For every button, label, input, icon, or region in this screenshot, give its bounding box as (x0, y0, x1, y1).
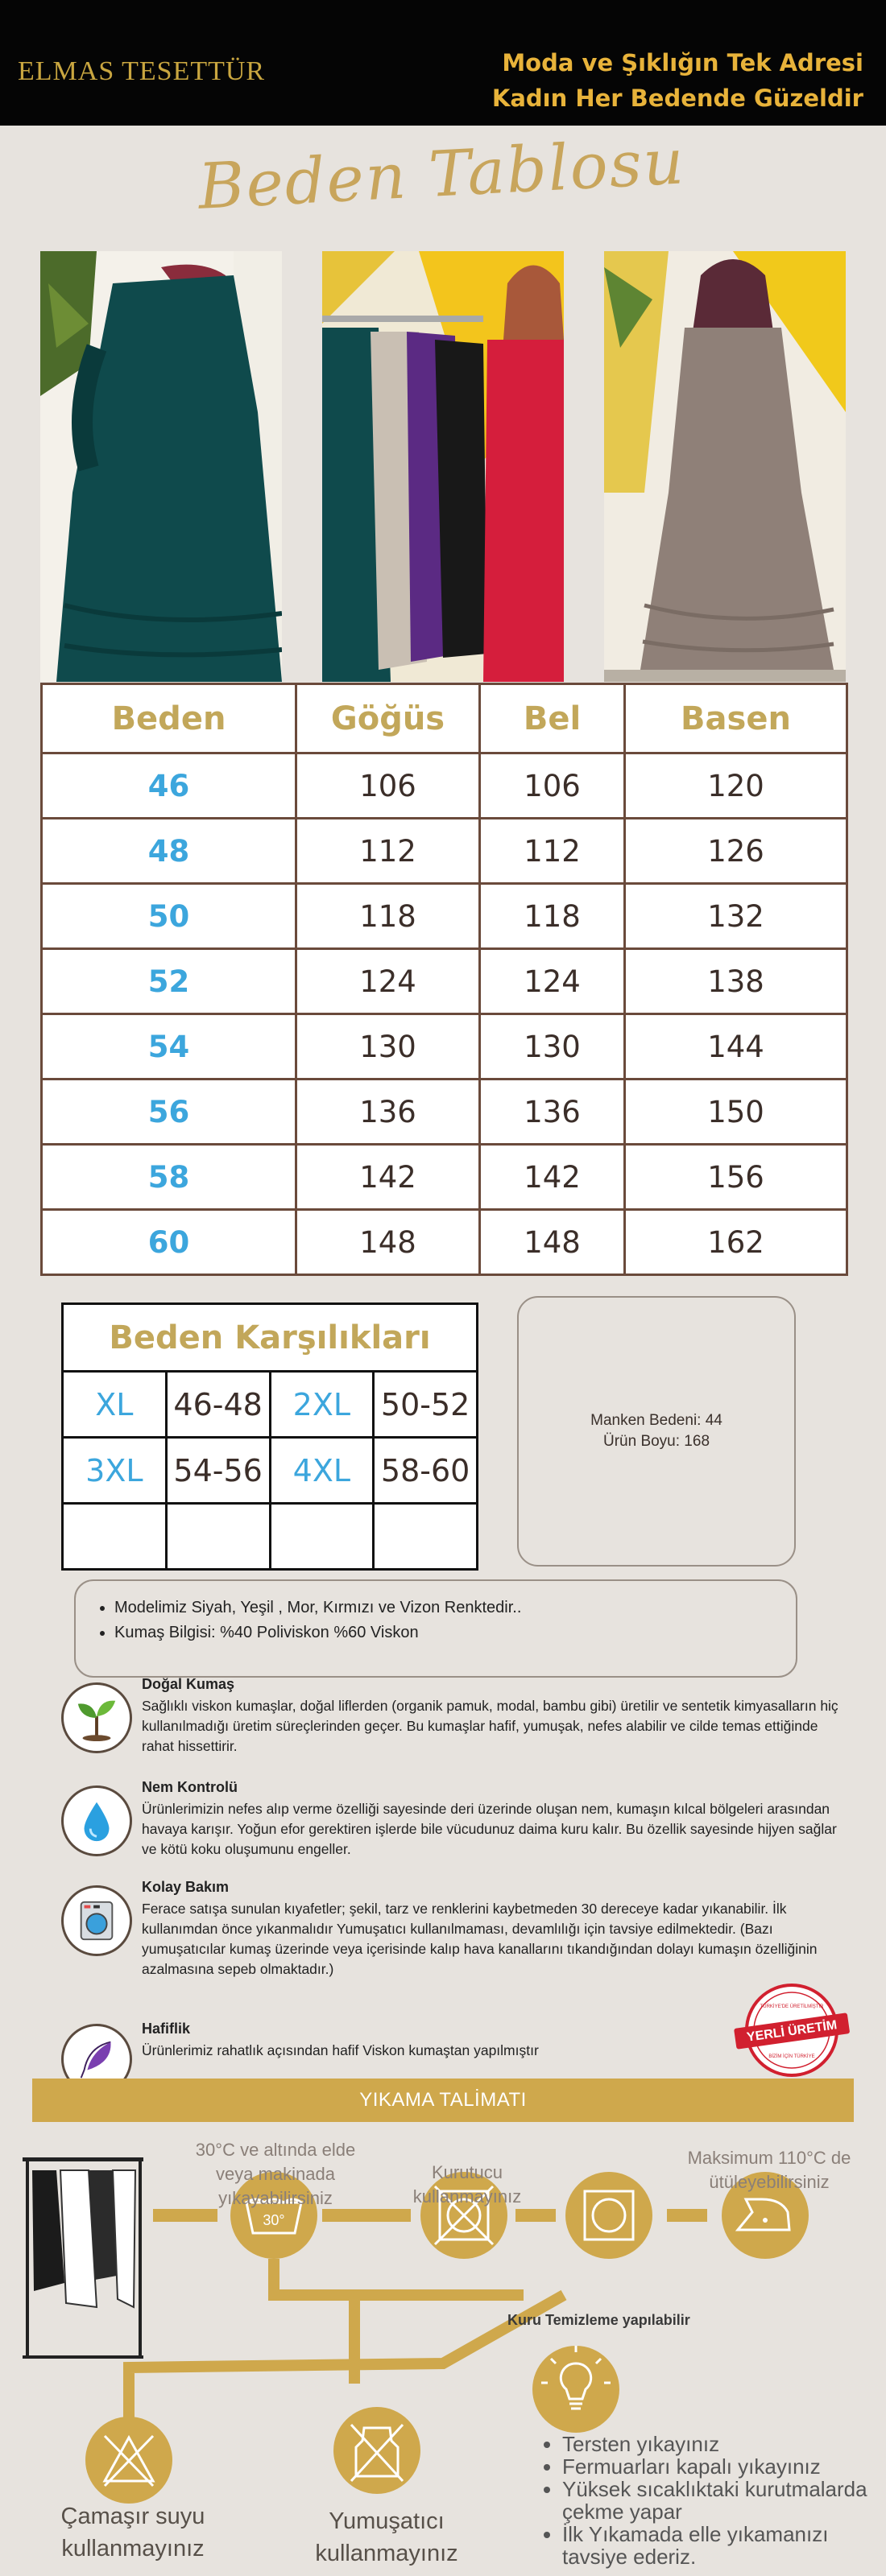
header-beden: Beden (42, 684, 296, 753)
header-basen: Basen (625, 684, 847, 753)
bel-cell: 136 (480, 1080, 625, 1145)
slogan-line-2: Kadın Her Bedende Güzeldir (491, 85, 863, 112)
badge-main-text: YERLİ ÜRETİM (746, 2018, 838, 2045)
basen-cell: 138 (625, 949, 847, 1014)
no-dryer-label: Kurutucu kullanmayınız (412, 2162, 522, 2207)
table-row (63, 1372, 478, 1438)
feature-title: Nem Kontrolü (142, 1779, 238, 1795)
size-cell: 60 (42, 1210, 296, 1275)
product-length: Ürün Boyu: 168 (602, 1433, 710, 1450)
table-row (42, 753, 847, 819)
equiv-code: 2XL (270, 1372, 374, 1438)
washing-tips (541, 2433, 880, 2568)
no-softener-label: Yumuşatıcı kullanmayınız (315, 2508, 458, 2566)
table-row (63, 1438, 478, 1504)
size-table-header (42, 684, 847, 753)
no-bleach-icon (85, 2417, 172, 2504)
bel-cell: 142 (480, 1145, 625, 1210)
product-colors: • Modelimiz Siyah, Yeşil , Mor, Kırmızı ve Vizon Renktedir.. (114, 1596, 796, 1620)
bel-cell: 124 (480, 949, 625, 1014)
no-softener-icon (333, 2407, 420, 2494)
badge-top-text: TÜRKİYE'DE ÜRETİLMİŞTİR (760, 2004, 824, 2009)
table-row (42, 819, 847, 884)
equiv-range: 54-56 (166, 1438, 270, 1504)
gogus-cell: 106 (296, 753, 480, 819)
basen-cell: 126 (625, 819, 847, 884)
washing-machine-icon (61, 1885, 132, 1956)
wash-30-symbol: 30° (263, 2212, 285, 2228)
size-cell: 50 (42, 884, 296, 949)
product-photo-colors-rack (322, 251, 564, 682)
gogus-cell: 136 (296, 1080, 480, 1145)
equiv-range: 46-48 (166, 1372, 270, 1438)
size-cell: 48 (42, 819, 296, 884)
size-cell: 54 (42, 1014, 296, 1080)
feature-title: Doğal Kumaş (142, 1676, 235, 1692)
badge-bottom-text: BİZİM İÇİN TÜRKİYE (768, 2054, 815, 2059)
table-row (42, 1014, 847, 1080)
model-info-box (517, 1296, 796, 1567)
fabric-info: • Kumaş Bilgisi: %40 Poliviskon %60 Viskon (114, 1620, 796, 1645)
gogus-cell: 124 (296, 949, 480, 1014)
basen-cell: 144 (625, 1014, 847, 1080)
size-equivalents-table (61, 1302, 478, 1571)
table-row (42, 1210, 847, 1275)
size-table (40, 683, 848, 1276)
equiv-empty-cell (374, 1504, 478, 1570)
feature-text: Sağlıklı viskon kumaşlar, doğal liflerden (organik pamuk, modal, bambu gibi) üretilir ve sentetik kimyasalların hiç kullanılmadığı üretim süreçlerinden geçer. Bu kumaşlar hafif, yumuşak, nefes alabilir ve cilde temas ettiğinde rahat hissettirir. (142, 1698, 838, 1754)
bel-cell: 118 (480, 884, 625, 949)
no-bleach-label: Çamaşır suyu kullanmayınız (60, 2504, 205, 2562)
size-cell: 56 (42, 1080, 296, 1145)
bel-cell: 112 (480, 819, 625, 884)
tip-item: • Yüksek sıcaklıktaki kurutmalarda çekme yapar (562, 2478, 880, 2523)
basen-cell: 150 (625, 1080, 847, 1145)
tip-item: • Fermuarları kapalı yıkayınız (562, 2455, 880, 2478)
feature-text: Ürünlerimiz rahatlık açısından hafif Viskon kumaştan yapılmıştır (142, 2042, 539, 2058)
model-size: Manken Bedeni: 44 (590, 1412, 722, 1429)
header-bel: Bel (480, 684, 625, 753)
table-row (42, 884, 847, 949)
wash-30-label: 30°C ve altında elde veya makinada yıkayabilirsiniz (195, 2140, 356, 2208)
basen-cell: 162 (625, 1210, 847, 1275)
equiv-empty-cell (166, 1504, 270, 1570)
dry-clean-label: Kuru Temizleme yapılabilir (507, 2312, 690, 2328)
product-photo-green (40, 251, 282, 682)
clothes-rack-icon (23, 2157, 143, 2359)
feature-title: Kolay Bakım (142, 1879, 230, 1895)
basen-cell: 156 (625, 1145, 847, 1210)
equiv-empty-cell (270, 1504, 374, 1570)
dry-clean-square-icon (565, 2172, 652, 2259)
table-row (42, 949, 847, 1014)
bel-cell: 130 (480, 1014, 625, 1080)
local-production-badge (731, 1980, 852, 2080)
brand-logo-text: ELMAS TESETTÜR (18, 56, 266, 86)
table-row (42, 1080, 847, 1145)
tip-item: • Tersten yıkayınız (562, 2433, 880, 2455)
page-title: Beden Tablosu (196, 126, 687, 224)
equiv-empty-cell (63, 1504, 167, 1570)
bel-cell: 148 (480, 1210, 625, 1275)
gogus-cell: 118 (296, 884, 480, 949)
equivalents-title: Beden Karşılıkları (63, 1304, 478, 1372)
feature-text: Ürünlerimizin nefes alıp verme özelliği sayesinde deri üzerinde oluşan nem, kumaşın kılcal bölgeleri arasından havaya karışır. Yoğun efor gerektiren işlerde bile vücudunuz daima kuru kalır. Bu özellik sayesinde hijyen sağlar ve kötü koku oluşumunu engeller. (142, 1801, 837, 1857)
product-info-box (74, 1579, 797, 1678)
tip-item: • İlk Yıkamada elle yıkamanızı tavsiye ederiz. (562, 2523, 880, 2568)
gogus-cell: 112 (296, 819, 480, 884)
slogan-line-1: Moda ve Şıklığın Tek Adresi (502, 49, 863, 76)
basen-cell: 120 (625, 753, 847, 819)
basen-cell: 132 (625, 884, 847, 949)
product-photo-mink (604, 251, 846, 682)
header-bar (0, 0, 886, 126)
gogus-cell: 130 (296, 1014, 480, 1080)
bel-cell: 106 (480, 753, 625, 819)
table-row (42, 1145, 847, 1210)
equiv-range: 50-52 (374, 1372, 478, 1438)
plant-icon (61, 1682, 132, 1753)
feature-text: Ferace satışa sunulan kıyafetler; şekil, tarz ve renklerini kaybetmeden 30 dereceye kadar yıkanabilir. İlk kullanımdan önce yıkanmalıdır Yumuşatıcı kullanılmaması, devamlılığı için tavsiye edilmektedir. (Bazı yumuşatıcılar kumaş üzerinde veya içerisinde kalıp hava kanallarını tıkandığından dolayı kumaşın özelliğinin azalmasına sepeb olmaktadır.) (142, 1901, 818, 1977)
gogus-cell: 142 (296, 1145, 480, 1210)
size-cell: 46 (42, 753, 296, 819)
equiv-code: XL (63, 1372, 167, 1438)
water-drop-icon (61, 1785, 132, 1856)
dry-clean-icon (532, 2346, 619, 2433)
table-row (63, 1504, 478, 1570)
iron-label: Maksimum 110°C de ütüleyebilirsiniz (687, 2148, 851, 2192)
size-cell: 58 (42, 1145, 296, 1210)
equiv-code: 3XL (63, 1438, 167, 1504)
wash-instructions-banner: YIKAMA TALİMATI (32, 2079, 854, 2122)
equiv-code: 4XL (270, 1438, 374, 1504)
header-gogus: Göğüs (296, 684, 480, 753)
feature-title: Hafiflik (142, 2021, 191, 2037)
equiv-range: 58-60 (374, 1438, 478, 1504)
slogan (412, 45, 863, 116)
size-cell: 52 (42, 949, 296, 1014)
gogus-cell: 148 (296, 1210, 480, 1275)
